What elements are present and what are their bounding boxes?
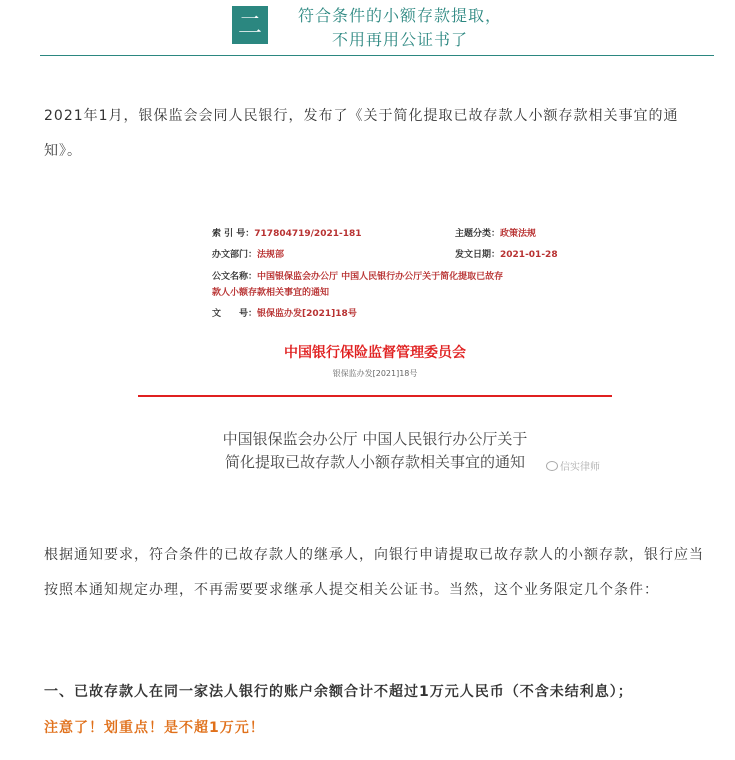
section-header: [0, 0, 735, 56]
condition-one: 一、已故存款人在同一家法人银行的账户余额合计不超过1万元人民币（不含未结利息）；: [44, 684, 633, 700]
document-title-line1: 中国银保监会办公厅 中国人民银行办公厅关于: [222, 430, 528, 448]
red-divider: [138, 395, 612, 397]
meta-category: 主题分类：政策法规: [455, 229, 537, 239]
document-number: 银保监办发[2021]18号: [332, 369, 418, 378]
meta-number: 文 号：银保监办发[2021]18号: [212, 309, 357, 319]
meta-date: 发文日期：2021-01-28: [455, 250, 558, 260]
meta-index: 索 引 号：717804719/2021-181: [212, 229, 362, 239]
section-title-line2: 不用再用公证书了: [331, 30, 468, 49]
meta-dept: 办文部门：法规部: [212, 250, 285, 260]
document-title-line2: 简化提取已故存款人小额存款相关事宜的通知: [224, 453, 525, 471]
section-title: [285, 4, 515, 52]
header-divider: [40, 55, 714, 56]
wechat-icon: [546, 461, 558, 471]
body-paragraph: 根据通知要求，符合条件的已故存款人的继承人，向银行申请提取已故存款人的小额存款，银行应当按照本通知规定办理，不再需要要求继承人提交相关公证书。当然，这个业务限定几个条件：: [44, 547, 704, 598]
section-number-badge: 二: [232, 6, 268, 44]
highlight-note: 注意了！划重点！是不超1万元！: [44, 720, 265, 736]
intro-paragraph: 2021年1月，银保监会会同人民银行，发布了《关于简化提取已故存款人小额存款相关事宜的通知》。: [44, 108, 679, 159]
meta-name: 公文名称：中国银保监会办公厅 中国人民银行办公厅关于简化提取已故存款人小额存款相关事宜的通知: [212, 272, 504, 298]
issuing-organization: 中国银行保险监督管理委员会: [284, 345, 466, 361]
watermark: 信实律师: [546, 458, 600, 473]
document-screenshot: [130, 210, 620, 500]
section-title-line1: 符合条件的小额存款提取，: [297, 6, 502, 25]
